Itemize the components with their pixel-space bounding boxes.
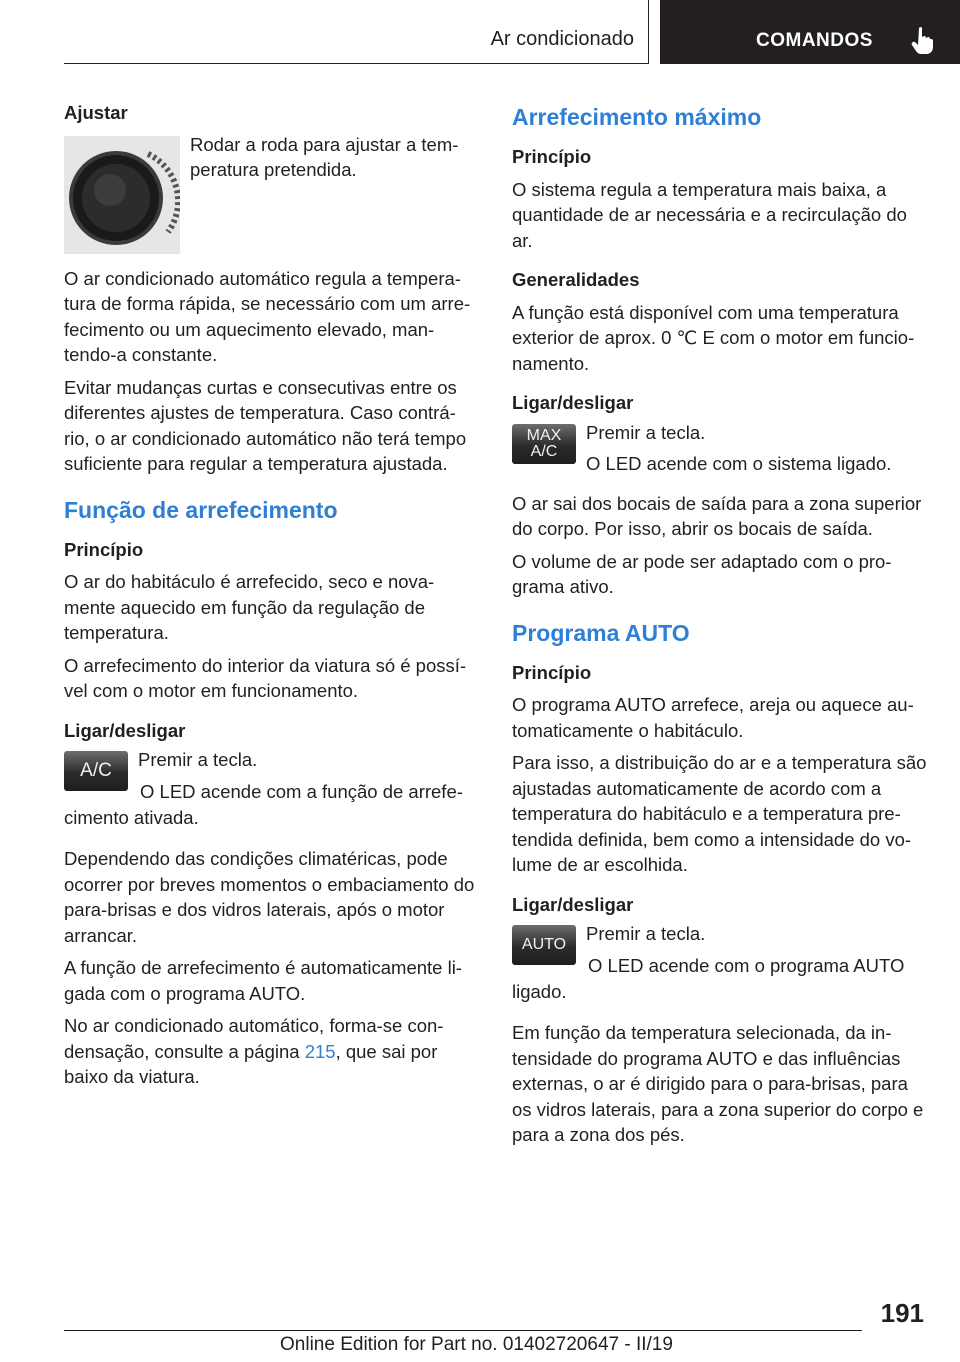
bocais-paragraph: O ar sai dos bocais de saída para a zona superior do corpo. Por isso, abrir os bocais de saída. [512,492,922,539]
left-paragraph-5: No ar condicionado automático, forma-se con-densação, consulte a página 215, que sai por baixo da viatura. [64,1015,444,1087]
left-column [64,100,480,1097]
max-ac-button-image [512,424,576,464]
auto-button-image [512,925,576,965]
ajustar-text: Rodar a roda para ajustar a tem-peratura pretendida. [190,133,459,180]
auto-press-text: Premir a tecla. [586,923,706,944]
ac-press-text: Premir a tecla. [138,749,258,770]
page-number: 191 [880,1298,924,1328]
footer-divider [64,1330,862,1331]
ac-button-image [64,751,128,791]
ac-led-text: O LED acende com a função de arrefe-cimento ativada. [64,781,463,828]
heading-funcao-arrefecimento: Função de arrefecimento [64,496,338,523]
auto-led-text: O LED acende com o programa AUTO ligado. [512,955,905,1002]
pointing-hand-icon [910,26,934,54]
max-ac-button-line1: MAX [526,426,562,444]
max-principio-heading: Princípio [512,146,592,167]
heading-arrefecimento-maximo: Arrefecimento máximo [512,104,762,130]
right-column [512,100,928,1155]
max-ac-button-figure [512,421,928,483]
section-title: Ar condicionado [490,28,634,50]
max-principio-paragraph: O sistema regula a temperatura mais baixa, a quantidade de ar necessária e a recirculação do ar. [512,178,907,251]
footer-edition: Online Edition for Part no. 01402720647 - II/19 [280,1334,673,1355]
auto-paragraph-3: Em função da temperatura selecionada, da in-tensidade do programa AUTO e das influências externas, o ar é dirigido para o para-brisas, para os vidros laterais, para a zona superior do corpo e para a zona dos pés. [512,1022,924,1145]
auto-button-label: AUTO [521,936,567,953]
principio-heading: Princípio [64,538,144,560]
temperature-knob-icon [64,136,180,254]
ligar-heading: Ligar/desligar [64,719,186,741]
auto-ligar-heading: Ligar/desligar [512,893,634,915]
left-paragraph-2: Evitar mudanças curtas e consecutivas entre os diferentes ajustes de temperatura. Caso contrá-rio, o ar condicionado automático não terá tempo suficiente para regular a temperatura ajustada. [64,376,467,474]
max-press-text: Premir a tecla. [586,421,706,443]
knob-figure [64,133,480,254]
temperature-knob-image [64,136,180,254]
left-paragraph-4: A função de arrefecimento é automaticamente li-gada com o programa AUTO. [64,957,462,1004]
heading-programa-auto: Programa AUTO [512,619,690,646]
max-ligar-heading: Ligar/desligar [512,392,634,413]
auto-paragraph-1: O programa AUTO arrefece, areja ou aquece au-tomaticamente o habitáculo. [512,694,914,741]
principio-paragraph-2: O arrefecimento do interior da viatura só é possí-vel com o motor em funcionamento. [64,654,467,701]
volume-paragraph: O volume de ar pode ser adaptado com o pro-grama ativo. [512,550,892,597]
header-section [64,0,649,64]
auto-principio-heading: Princípio [512,661,592,683]
chapter-title: COMANDOS [756,30,873,51]
left-paragraph-3: Dependendo das condições climatéricas, pode ocorrer por breves momentos o embaciamento do para-brisas e dos vidros laterais, após o motor arrancar. [64,848,475,946]
page-link-215[interactable]: 215 [304,1040,336,1062]
ac-button-label: A/C [80,760,112,781]
principio-paragraph-1: O ar do habitáculo é arrefecido, seco e nova-mente aquecido em função da regulação de temperatura. [64,571,435,643]
auto-paragraph-2: Para isso, a distribuição do ar e a temperatura são ajustadas automaticamente de acordo com a temperatura do habitáculo e a temperatura pre-tendida definida, bem como a intensidade do vo-lume de ar escolhida. [512,752,927,875]
left-paragraph-1: O ar condicionado automático regula a tempera-tura de forma rápida, se necessário com um arre-fecimento ou um aquecimento elevado, man-tendo-a constante. [64,267,471,365]
header-chapter [660,0,960,64]
ajustar-heading: Ajustar [64,102,128,123]
max-ac-button-line2: A/C [530,442,558,460]
generalidades-heading: Generalidades [512,269,640,290]
max-led-text: O LED acende com o sistema ligado. [586,453,892,474]
generalidades-paragraph: A função está disponível com uma temperatura exterior de aprox. 0 ℃ E com o motor em funcio-namento. [512,301,915,374]
